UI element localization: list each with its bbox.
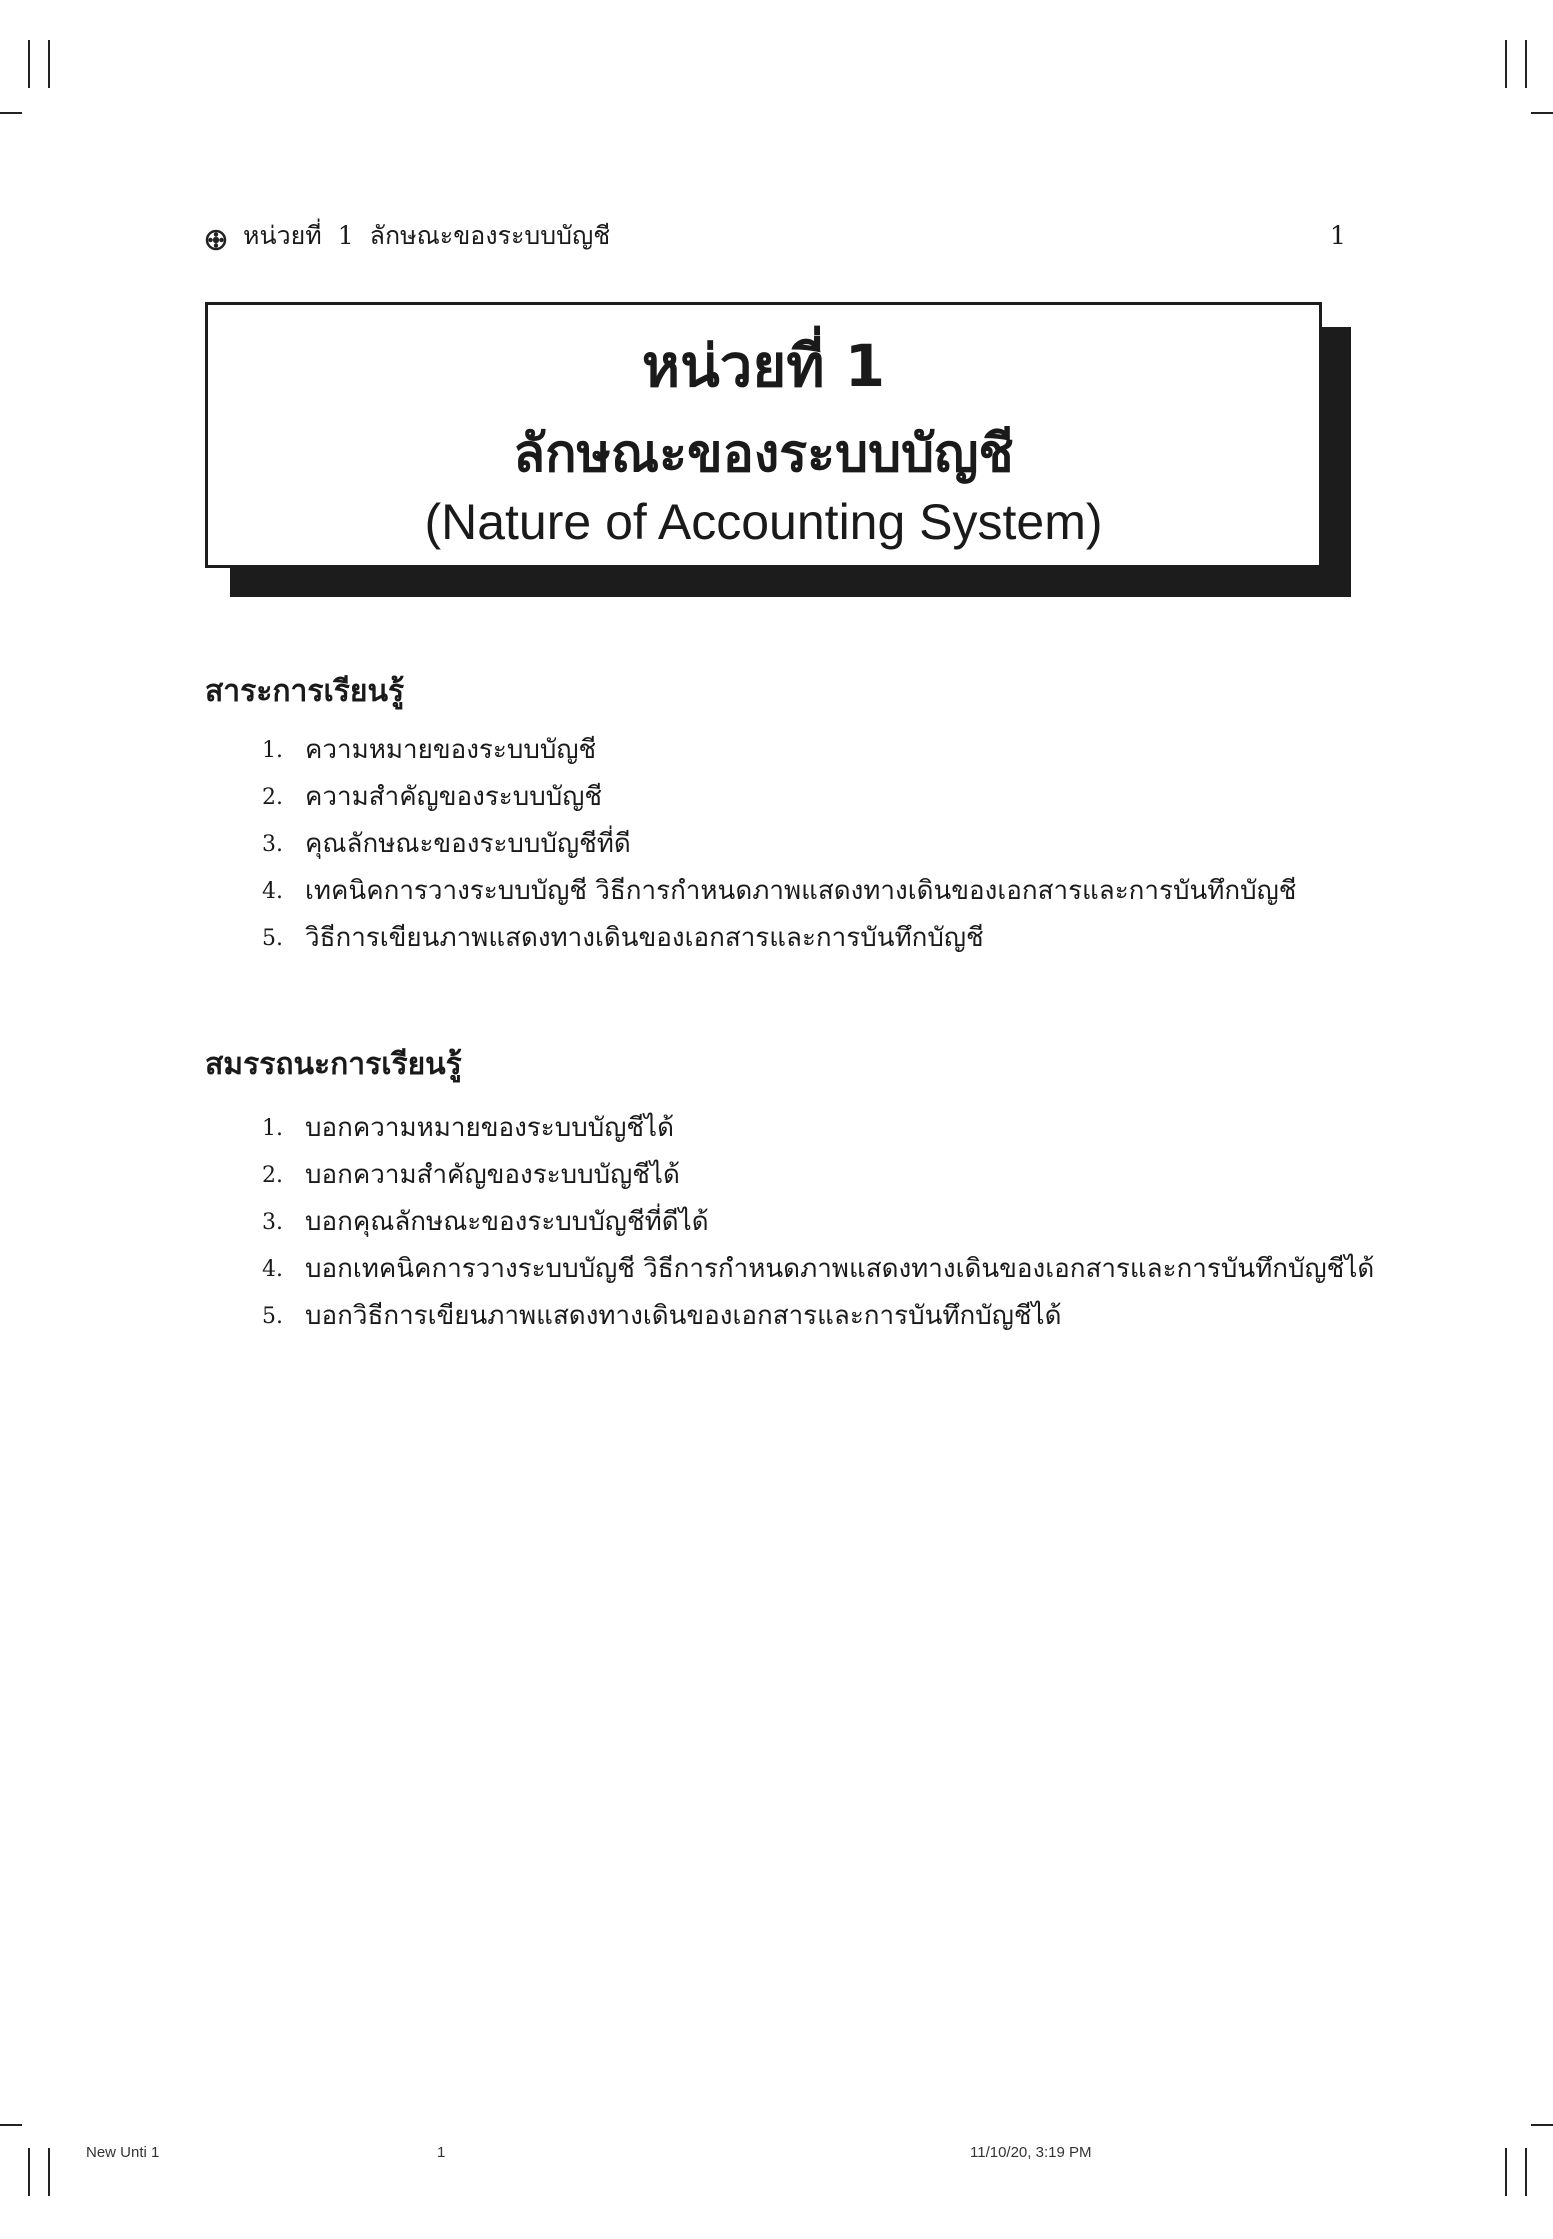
crop-mark [1505,40,1507,88]
flower-icon [205,225,227,247]
crop-mark [48,40,50,88]
crop-mark [1531,112,1553,114]
list-item: 5. บอกวิธีการเขียนภาพแสดงทางเดินของเอกสารและการบันทึกบัญชีได้ [262,1301,1062,1331]
crop-mark [1531,2124,1553,2126]
unit-title: หน่วยที่ 1 [641,332,886,400]
running-head-unit-label: หน่วยที่ [243,221,322,250]
title-box [205,302,1322,568]
running-head-title: ลักษณะของระบบบัญชี [369,221,611,250]
crop-mark [1525,2148,1527,2196]
list-item: 2. บอกความสำคัญของระบบบัญชีได้ [262,1160,680,1190]
list-item: 3. คุณลักษณะของระบบบัญชีที่ดี [262,829,631,859]
list-item: 1. ความหมายของระบบบัญชี [262,735,597,765]
chapter-title-english: (Nature of Accounting System) [424,494,1103,550]
list-item: 4. บอกเทคนิคการวางระบบบัญชี วิธีการกำหนดภาพแสดงทางเดินของเอกสารและการบันทึกบัญชีได้ [262,1254,1375,1284]
page-number: 1 [1330,221,1346,250]
competencies-heading: สมรรถนะการเรียนรู้ [205,1047,462,1082]
crop-mark [48,2148,50,2196]
list-item: 3. บอกคุณลักษณะของระบบบัญชีที่ดีได้ [262,1207,709,1237]
chapter-title-thai: ลักษณะของระบบบัญชี [513,424,1014,484]
slug-page: 1 [437,2144,446,2161]
crop-mark [0,112,22,114]
competencies-list [262,1105,1374,1340]
running-head-unit-number: 1 [337,221,354,250]
crop-mark [1525,40,1527,88]
list-item: 1. บอกความหมายของระบบบัญชีได้ [262,1113,674,1143]
running-head [205,218,610,254]
learning-content-heading: สาระการเรียนรู้ [205,674,405,709]
list-item: 2. ความสำคัญของระบบบัญชี [262,782,603,812]
learning-content-list [262,727,1296,962]
slug-timestamp: 11/10/20, 3:19 PM [970,2144,1092,2161]
crop-mark [0,2124,22,2126]
slug-filename: New Unti 1 [86,2144,160,2161]
list-item: 5. วิธีการเขียนภาพแสดงทางเดินของเอกสารและการบันทึกบัญชี [262,923,984,953]
crop-mark [28,2148,30,2196]
list-item: 4. เทคนิคการวางระบบบัญชี วิธีการกำหนดภาพแสดงทางเดินของเอกสารและการบันทึกบัญชี [262,876,1297,906]
crop-mark [1505,2148,1507,2196]
crop-mark [28,40,30,88]
